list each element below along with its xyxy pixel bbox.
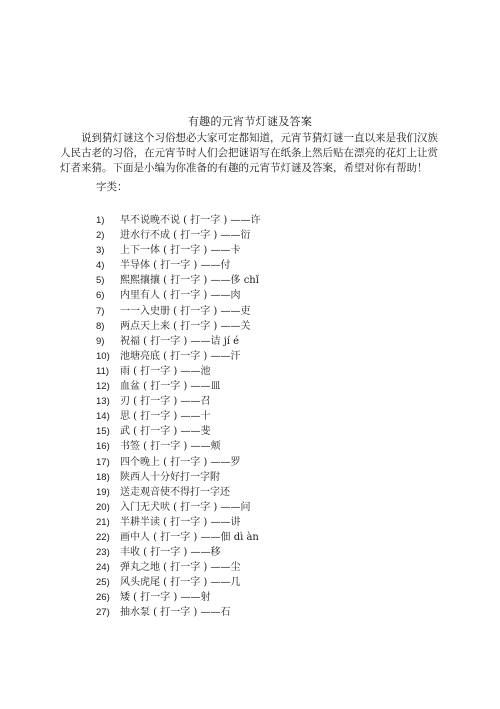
riddle-item	[96, 349, 456, 364]
riddle-item	[96, 334, 456, 349]
riddle-text: 池塘亮底 ( 打一字 ) ——汗	[120, 350, 241, 362]
riddle-number: 20)	[96, 501, 110, 513]
riddle-text: 早不说晚不说 ( 打一字 ) ——许	[120, 215, 261, 226]
riddle-item	[96, 364, 456, 379]
riddle-number: 24)	[96, 562, 110, 574]
riddle-text: 进水行不成 ( 打一字 ) ——衍	[120, 230, 251, 242]
riddle-text: 画中人 ( 打一字 ) ——佃 dì àn	[120, 531, 259, 543]
riddle-item	[96, 500, 456, 515]
riddle-text: 半导体 ( 打一字 ) ——付	[120, 260, 231, 272]
riddle-item	[96, 470, 456, 485]
riddle-number: 10)	[96, 350, 110, 362]
riddle-item	[96, 304, 456, 319]
riddle-number: 6)	[96, 290, 105, 302]
riddle-item	[96, 439, 456, 454]
riddle-text: 送走观音使不得打一字还	[120, 486, 230, 498]
riddle-text: 风头虎尾 ( 打一字 ) ——几	[120, 577, 241, 589]
riddle-item	[96, 530, 456, 545]
riddle-item	[96, 273, 456, 288]
riddle-text: 抽水泵 ( 打一字 ) ——石	[120, 607, 231, 619]
riddle-number: 5)	[96, 275, 105, 287]
riddle-text: 半耕半读 ( 打一字 ) ——讲	[120, 516, 241, 528]
riddle-item	[96, 213, 456, 228]
riddle-item	[96, 409, 456, 424]
riddle-item	[96, 605, 456, 620]
riddle-number: 13)	[96, 396, 110, 408]
riddle-text: 一一入史册 ( 打一字 ) ——吏	[120, 305, 251, 317]
riddle-number: 8)	[96, 320, 105, 332]
riddle-item	[96, 455, 456, 470]
riddle-number: 15)	[96, 426, 110, 438]
riddle-number: 12)	[96, 381, 110, 393]
riddle-text: 丰收 ( 打一字 ) ——移	[120, 547, 221, 559]
riddle-item	[96, 243, 456, 258]
intro-paragraph	[60, 131, 448, 176]
riddle-item	[96, 288, 456, 303]
riddle-number: 11)	[96, 365, 110, 377]
riddle-text: 两点天上来 ( 打一字 ) ——关	[120, 320, 251, 332]
riddle-text: 内里有人 ( 打一字 ) ——肉	[120, 290, 241, 302]
riddle-item	[96, 424, 456, 439]
riddle-item	[96, 590, 456, 605]
riddle-number: 2)	[96, 230, 105, 242]
riddle-item	[96, 228, 456, 243]
riddle-text: 熙熙攘攘 ( 打一字 ) ——侈 chǐ	[120, 275, 259, 287]
riddle-number: 25)	[96, 577, 110, 589]
riddle-text: 血盆 ( 打一字 ) ——皿	[120, 381, 221, 393]
riddle-number: 26)	[96, 592, 110, 604]
riddle-number: 27)	[96, 607, 110, 619]
riddle-text: 陕西人十分好打一字附	[120, 471, 220, 483]
riddle-item	[96, 319, 456, 334]
riddle-number: 4)	[96, 260, 105, 272]
riddle-item	[96, 545, 456, 560]
riddle-text: 思 ( 打一字 ) ——十	[120, 411, 211, 423]
riddle-number: 14)	[96, 411, 110, 423]
riddle-text: 雨 ( 打一字 ) ——池	[120, 365, 211, 377]
riddle-number: 1)	[96, 215, 105, 226]
riddle-number: 3)	[96, 245, 105, 257]
document-title: 有趣的元宵节灯谜及答案	[187, 115, 313, 128]
riddle-item	[96, 394, 456, 409]
riddle-number: 9)	[96, 335, 105, 347]
riddle-number: 19)	[96, 486, 110, 498]
riddle-text: 入门无犬吠 ( 打一字 ) ——问	[120, 501, 251, 513]
riddle-text: 上下一体 ( 打一字 ) ——卡	[120, 245, 241, 257]
riddle-text: 矮 ( 打一字 ) ——射	[120, 592, 211, 604]
riddle-item	[96, 485, 456, 500]
riddle-text: 书签 ( 打一字 ) ——颊	[120, 441, 221, 453]
intro-text: 说到猜灯谜这个习俗想必大家可定都知道，元宵节猜灯谜一直以来是我们汉族人民古老的习俗，在元宵节时人们会把谜语写在纸条上然后贴在漂亮的花灯上让赏灯者来猜。下面是小编为你准备的有趣的元宵节灯谜及答案，希望对你有帮助！	[60, 132, 438, 174]
riddle-item	[96, 575, 456, 590]
riddle-number: 22)	[96, 531, 110, 543]
riddle-number: 23)	[96, 547, 110, 559]
riddle-text: 祝福 ( 打一字 ) ——诘 jí é	[120, 335, 240, 347]
riddle-number: 16)	[96, 441, 110, 453]
riddle-text: 武 ( 打一字 ) ——斐	[120, 426, 211, 438]
riddle-number: 21)	[96, 516, 110, 528]
riddle-list	[96, 213, 456, 621]
riddle-text: 刃 ( 打一字 ) ——召	[120, 396, 211, 408]
riddle-number: 17)	[96, 456, 110, 468]
riddle-text: 弹丸之地 ( 打一字 ) ——尘	[120, 562, 241, 574]
section-heading: 字类：	[96, 181, 128, 193]
riddle-item	[96, 515, 456, 530]
riddle-text: 四个晚上 ( 打一字 ) ——罗	[120, 456, 241, 468]
riddle-item	[96, 258, 456, 273]
riddle-item	[96, 379, 456, 394]
riddle-item	[96, 560, 456, 575]
riddle-number: 7)	[96, 305, 105, 317]
riddle-number: 18)	[96, 471, 110, 483]
